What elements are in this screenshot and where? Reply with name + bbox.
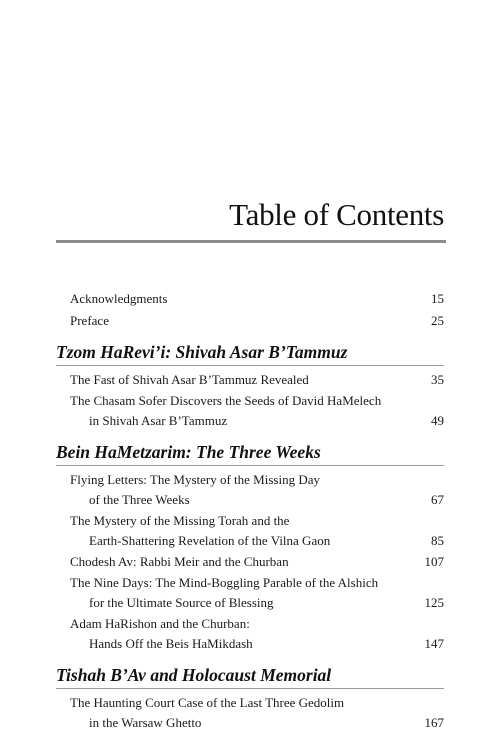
page-number: 85 — [431, 533, 444, 548]
page-number: 125 — [424, 595, 444, 610]
entry-title: The Haunting Court Case of the Last Three Gedolim — [70, 695, 345, 710]
entry-title: The Fast of Shivah Asar B’Tammuz Revealed — [70, 372, 309, 387]
toc-section — [56, 664, 444, 733]
toc-section — [56, 341, 444, 431]
page-number: 49 — [431, 413, 444, 428]
toc-entry[interactable] — [56, 288, 444, 309]
page-number: 107 — [424, 554, 444, 569]
page-number: 147 — [424, 636, 444, 651]
entry-title: Acknowledgments — [70, 291, 168, 306]
page-number: 35 — [431, 372, 444, 387]
toc-section — [56, 441, 444, 654]
entry-title-continuation: for the Ultimate Source of Blessing — [89, 595, 274, 610]
toc-entry[interactable] — [56, 511, 444, 551]
page-number: 67 — [431, 492, 444, 507]
toc-entry[interactable] — [56, 470, 444, 510]
entry-title: The Nine Days: The Mind-Boggling Parable of the Alshich — [70, 575, 379, 590]
title-rule — [56, 240, 446, 243]
section-heading[interactable]: Tishah B’Av and Holocaust Memorial — [56, 664, 444, 689]
front-matter — [56, 288, 444, 331]
entry-title-continuation: of the Three Weeks — [89, 492, 190, 507]
entry-title-continuation: in the Warsaw Ghetto — [89, 715, 202, 730]
toc-entry[interactable] — [56, 391, 444, 431]
page-number: 25 — [431, 313, 444, 328]
toc-entry[interactable] — [56, 310, 444, 331]
toc-entry[interactable] — [56, 573, 444, 613]
toc-entry[interactable] — [56, 693, 444, 733]
entry-title-continuation: Earth-Shattering Revelation of the Vilna Gaon — [89, 533, 331, 548]
toc-entry[interactable] — [56, 370, 444, 390]
toc-entry[interactable] — [56, 552, 444, 572]
table-of-contents — [56, 288, 444, 734]
entry-title: The Mystery of the Missing Torah and the — [70, 513, 290, 528]
section-heading[interactable]: Bein HaMetzarim: The Three Weeks — [56, 441, 444, 466]
entry-title: Adam HaRishon and the Churban: — [70, 616, 250, 631]
entry-title: Preface — [70, 313, 109, 328]
entry-title: Flying Letters: The Mystery of the Missing Day — [70, 472, 320, 487]
page-title: Table of Contents — [229, 197, 444, 232]
page-number: 15 — [431, 291, 444, 306]
toc-entry[interactable] — [56, 614, 444, 654]
page-number: 167 — [424, 715, 444, 730]
section-heading[interactable]: Tzom HaRevi’i: Shivah Asar B’Tammuz — [56, 341, 444, 366]
entry-title-continuation: Hands Off the Beis HaMikdash — [89, 636, 253, 651]
entry-title-continuation: in Shivah Asar B’Tammuz — [89, 413, 228, 428]
entry-title: The Chasam Sofer Discovers the Seeds of David HaMelech — [70, 393, 382, 408]
entry-title: Chodesh Av: Rabbi Meir and the Churban — [70, 554, 289, 569]
